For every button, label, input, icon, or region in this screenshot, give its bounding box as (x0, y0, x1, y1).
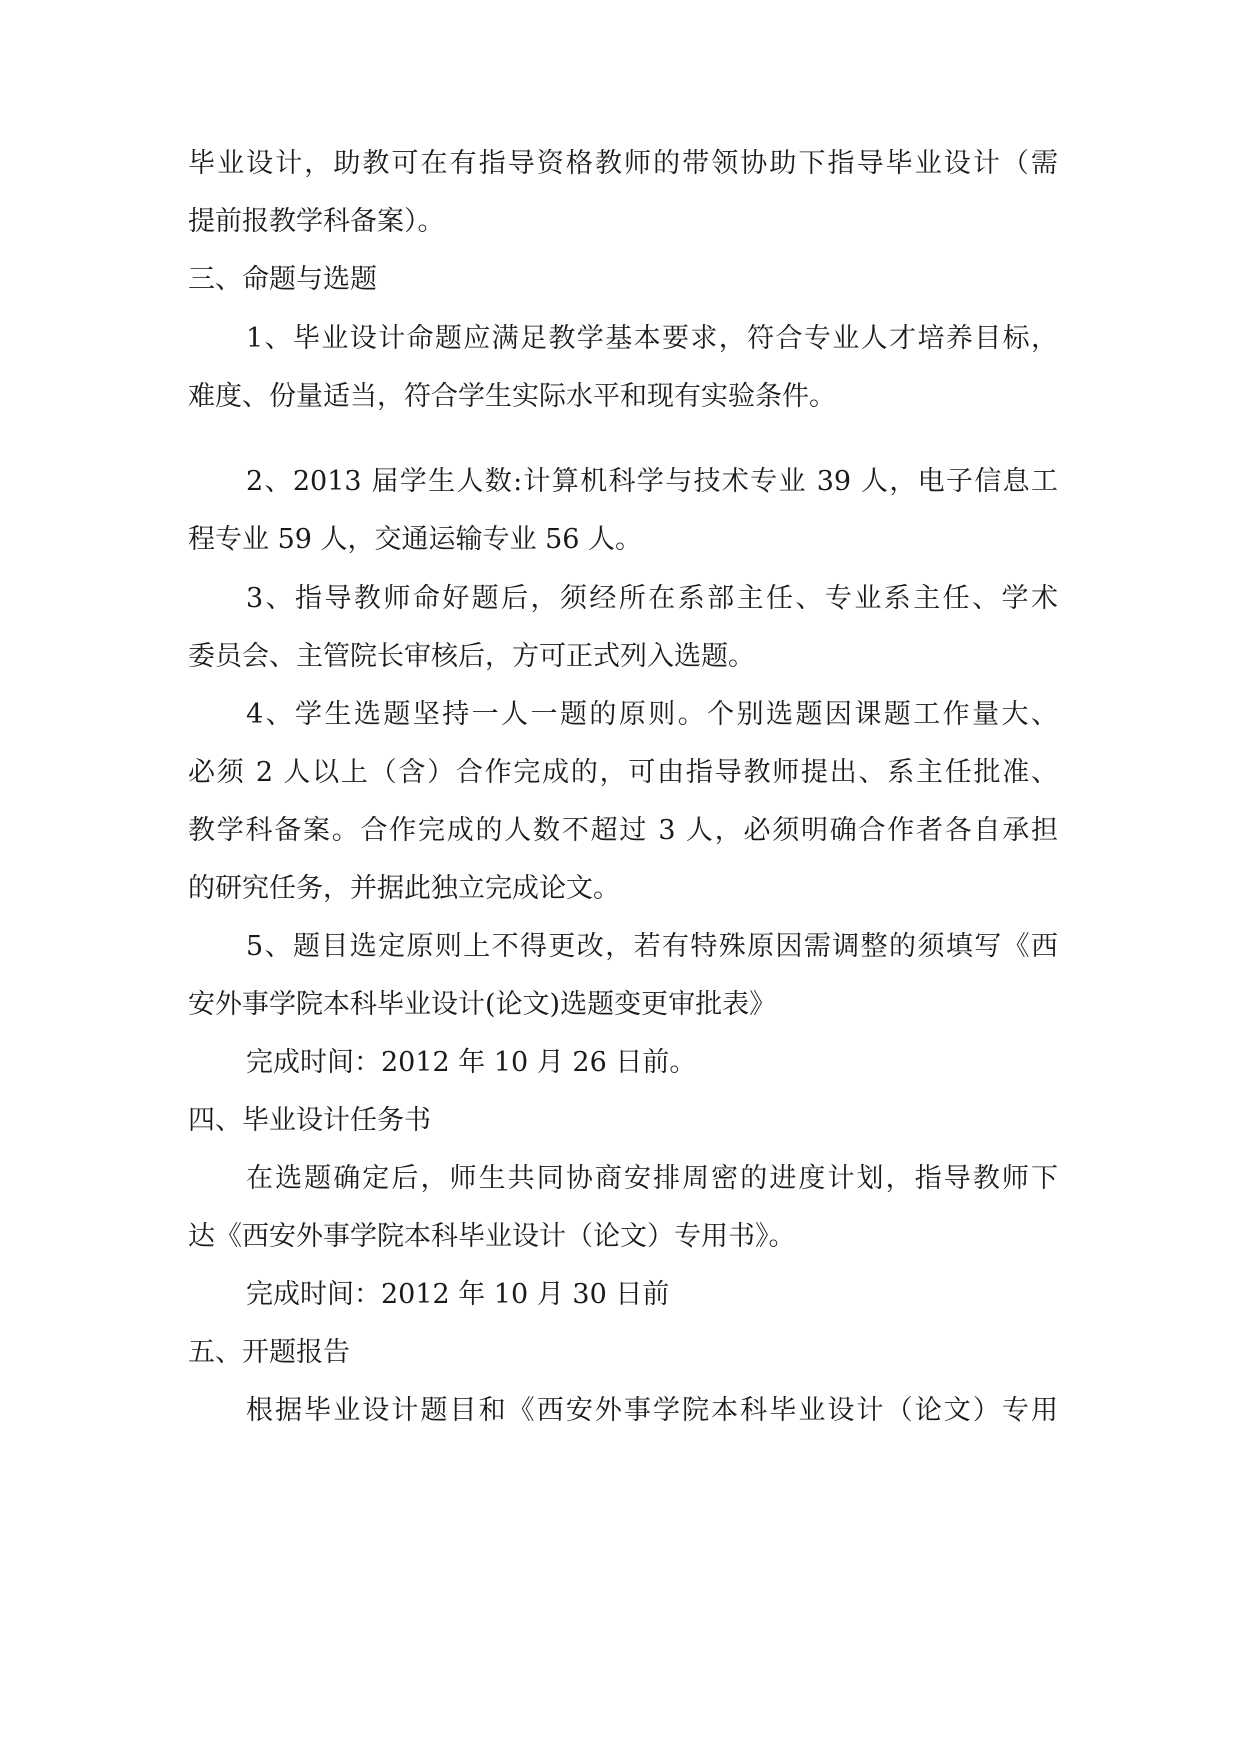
paragraph-line: 委员会、主管院长审核后，方可正式列入选题。 (188, 641, 755, 672)
paragraph-line: 必须 2 人以上（含）合作完成的，可由指导教师提出、系主任批准、 (188, 757, 1058, 788)
paragraph-line: 1、毕业设计命题应满足教学基本要求，符合专业人才培养目标， (246, 323, 1058, 354)
paragraph-line: 根据毕业设计题目和《西安外事学院本科毕业设计（论文）专用 (246, 1395, 1058, 1426)
paragraph-line: 5、题目选定原则上不得更改，若有特殊原因需调整的须填写《西 (246, 931, 1058, 962)
paragraph-line: 提前报教学科备案）。 (188, 206, 445, 237)
paragraph-line: 程专业 59 人，交通运输专业 56 人。 (188, 524, 643, 555)
paragraph-line: 安外事学院本科毕业设计(论文)选题变更审批表》 (188, 989, 777, 1020)
paragraph-line: 3、指导教师命好题后，须经所在系部主任、专业系主任、学术 (246, 583, 1058, 614)
section-heading: 五、开题报告 (188, 1337, 350, 1368)
completion-time: 完成时间：2012 年 10 月 30 日前 (246, 1279, 670, 1310)
paragraph-line: 2、2013 届学生人数:计算机科学与技术专业 39 人，电子信息工 (246, 466, 1058, 497)
paragraph-line: 教学科备案。合作完成的人数不超过 3 人，必须明确合作者各自承担 (188, 815, 1058, 846)
paragraph-line: 的研究任务，并据此独立完成论文。 (188, 873, 620, 904)
paragraph-line: 达《西安外事学院本科毕业设计（论文）专用书》。 (188, 1221, 796, 1252)
completion-time: 完成时间：2012 年 10 月 26 日前。 (246, 1047, 697, 1078)
paragraph-line: 毕业设计，助教可在有指导资格教师的带领协助下指导毕业设计（需 (188, 148, 1058, 179)
paragraph-line: 在选题确定后，师生共同协商安排周密的进度计划，指导教师下 (246, 1163, 1058, 1194)
paragraph-line: 难度、份量适当，符合学生实际水平和现有实验条件。 (188, 381, 836, 412)
paragraph-line: 4、学生选题坚持一人一题的原则。个别选题因课题工作量大、 (246, 699, 1058, 730)
section-heading: 三、命题与选题 (188, 264, 377, 295)
section-heading: 四、毕业设计任务书 (188, 1105, 431, 1136)
